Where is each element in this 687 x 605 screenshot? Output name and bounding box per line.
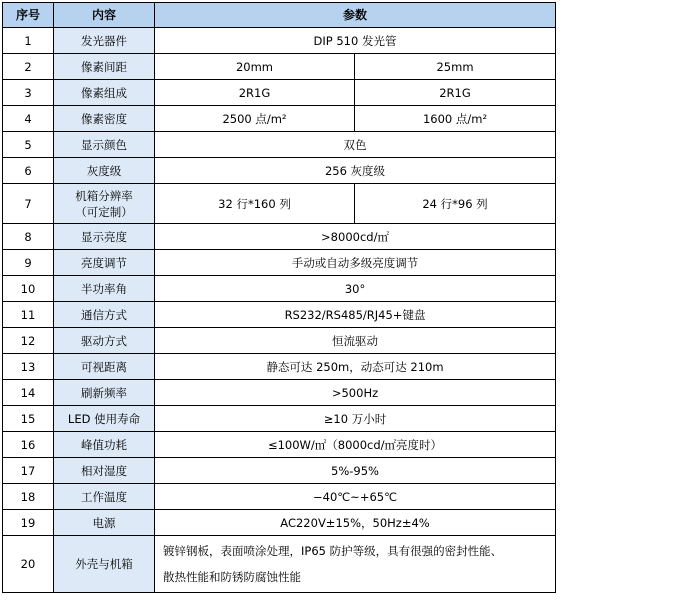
row-value: 手动或自动多级亮度调节 [155, 250, 556, 276]
row-label: 相对湿度 [54, 458, 155, 484]
row-label: 亮度调节 [54, 250, 155, 276]
row-number: 1 [3, 28, 54, 54]
row-label: 半功率角 [54, 276, 155, 302]
header-params: 参数 [155, 3, 556, 28]
row-number: 6 [3, 158, 54, 184]
row-value-right: 25mm [355, 54, 556, 80]
row-label: 峰值功耗 [54, 432, 155, 458]
table-row [3, 184, 556, 224]
row-number: 11 [3, 302, 54, 328]
header-index: 序号 [3, 3, 54, 28]
row-label: 发光器件 [54, 28, 155, 54]
row-number: 18 [3, 484, 54, 510]
row-value: 恒流驱动 [155, 328, 556, 354]
table-row [3, 106, 556, 132]
row-number: 14 [3, 380, 54, 406]
row-value: RS232/RS485/RJ45+键盘 [155, 302, 556, 328]
row-label: 工作温度 [54, 484, 155, 510]
table-row [3, 536, 556, 593]
row-number: 15 [3, 406, 54, 432]
row-value [155, 536, 556, 593]
row-value-left: 32 行*160 列 [155, 184, 355, 224]
row-number: 12 [3, 328, 54, 354]
row-label-line: 机箱分辨率 [75, 188, 133, 203]
row-number: 9 [3, 250, 54, 276]
row-label: 电源 [54, 510, 155, 536]
row-label: 驱动方式 [54, 328, 155, 354]
row-number: 20 [3, 536, 54, 593]
table-row [3, 132, 556, 158]
row-value-left: 20mm [155, 54, 355, 80]
row-number: 13 [3, 354, 54, 380]
header-item: 内容 [54, 3, 155, 28]
table-row [3, 458, 556, 484]
row-number: 17 [3, 458, 54, 484]
table-row [3, 80, 556, 106]
row-value-left: 2500 点/m² [155, 106, 355, 132]
row-label: 通信方式 [54, 302, 155, 328]
row-label [54, 184, 155, 224]
row-label: 像素组成 [54, 80, 155, 106]
row-number: 8 [3, 224, 54, 250]
row-label: 刷新频率 [54, 380, 155, 406]
table-row [3, 276, 556, 302]
row-value-line: 散热性能和防锈防腐蚀性能 [163, 570, 301, 584]
row-value-left: 2R1G [155, 80, 355, 106]
row-number: 4 [3, 106, 54, 132]
row-number: 5 [3, 132, 54, 158]
table-row [3, 432, 556, 458]
row-label-line: （可定制） [75, 204, 133, 219]
row-value: 256 灰度级 [155, 158, 556, 184]
row-value: ≤100W/㎡（8000cd/㎡亮度时） [155, 432, 556, 458]
header-row [3, 3, 556, 28]
row-value: 30° [155, 276, 556, 302]
row-value: −40℃~+65℃ [155, 484, 556, 510]
row-value-right: 1600 点/m² [355, 106, 556, 132]
row-value: ≥10 万小时 [155, 406, 556, 432]
row-value: >500Hz [155, 380, 556, 406]
row-label: 可视距离 [54, 354, 155, 380]
table-row [3, 28, 556, 54]
table-row [3, 354, 556, 380]
row-value: 静态可达 250m，动态可达 210m [155, 354, 556, 380]
row-value: 双色 [155, 132, 556, 158]
row-number: 19 [3, 510, 54, 536]
row-label: 显示颜色 [54, 132, 155, 158]
row-value-right: 2R1G [355, 80, 556, 106]
table-row [3, 250, 556, 276]
row-label: 灰度级 [54, 158, 155, 184]
row-number: 7 [3, 184, 54, 224]
row-number: 3 [3, 80, 54, 106]
row-value: >8000cd/㎡ [155, 224, 556, 250]
table-row [3, 158, 556, 184]
table-row [3, 224, 556, 250]
table-row [3, 328, 556, 354]
row-label: LED 使用寿命 [54, 406, 155, 432]
row-label: 像素间距 [54, 54, 155, 80]
table-row [3, 54, 556, 80]
row-value: 5%-95% [155, 458, 556, 484]
row-value-right: 24 行*96 列 [355, 184, 556, 224]
row-label: 外壳与机箱 [54, 536, 155, 593]
row-value: AC220V±15%，50Hz±4% [155, 510, 556, 536]
table-row [3, 302, 556, 328]
row-label: 显示亮度 [54, 224, 155, 250]
table-row [3, 484, 556, 510]
row-number: 16 [3, 432, 54, 458]
row-value: DIP 510 发光管 [155, 28, 556, 54]
spec-table [2, 2, 556, 593]
row-number: 2 [3, 54, 54, 80]
table-row [3, 510, 556, 536]
table-row [3, 380, 556, 406]
table-row [3, 406, 556, 432]
row-value-line: 镀锌钢板，表面喷涂处理，IP65 防护等级，具有很强的密封性能、 [163, 544, 503, 558]
row-number: 10 [3, 276, 54, 302]
row-label: 像素密度 [54, 106, 155, 132]
